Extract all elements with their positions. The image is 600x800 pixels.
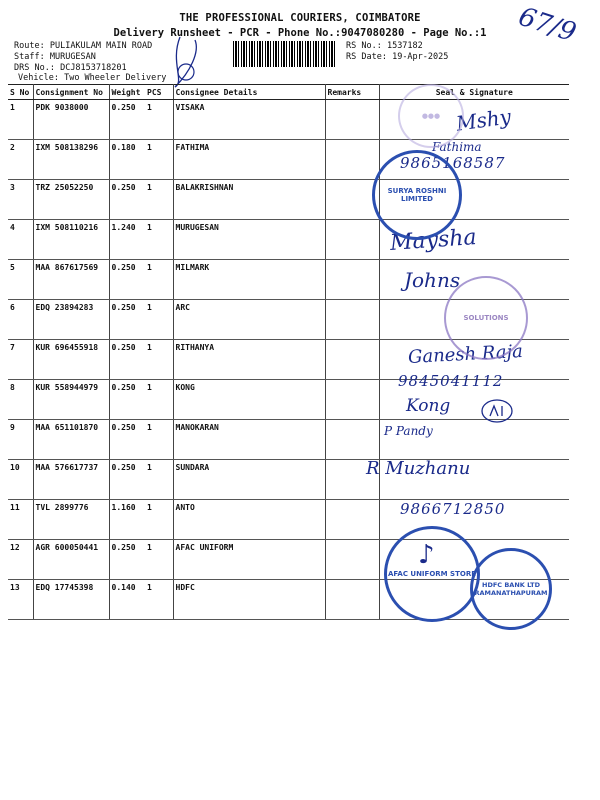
handwritten-phone-fathima: 9865168587 xyxy=(400,154,506,172)
sno-cell: 12 xyxy=(8,540,33,580)
handwritten-name-fathima: Fathima xyxy=(432,140,482,154)
sno-cell: 7 xyxy=(8,340,33,380)
consignee-cell: VISAKA xyxy=(173,100,325,140)
drs-label: DRS No.: xyxy=(14,63,55,73)
sno-cell: 9 xyxy=(8,420,33,460)
vehicle-line xyxy=(18,73,166,83)
pcs-cell: 1 xyxy=(145,420,173,460)
signature-row1: Mshy xyxy=(454,104,513,136)
consignment-cell: KUR 696455918 xyxy=(33,340,109,380)
weight-cell: 0.250 xyxy=(109,100,145,140)
sno-cell: 10 xyxy=(8,460,33,500)
pcs-cell: 1 xyxy=(145,180,173,220)
consignment-cell: AGR 600050441 xyxy=(33,540,109,580)
pcs-cell: 1 xyxy=(145,220,173,260)
consignee-cell: MILMARK xyxy=(173,260,325,300)
pcs-cell: 1 xyxy=(145,300,173,340)
solutions-stamp xyxy=(444,276,528,360)
consignee-cell: AFAC UNIFORM xyxy=(173,540,325,580)
col-header-signature: Seal & Signature xyxy=(379,85,569,100)
weight-cell: 1.240 xyxy=(109,220,145,260)
remarks-cell xyxy=(325,260,379,300)
drs-line xyxy=(14,63,127,73)
sno-cell: 8 xyxy=(8,380,33,420)
remarks-cell xyxy=(325,140,379,180)
col-header-remarks: Remarks xyxy=(325,85,379,100)
consignee-cell: KONG xyxy=(173,380,325,420)
consignment-cell: IXM 508138296 xyxy=(33,140,109,180)
remarks-cell xyxy=(325,540,379,580)
sno-cell: 6 xyxy=(8,300,33,340)
vehicle-label: Vehicle: xyxy=(18,73,59,83)
pcs-cell: 1 xyxy=(145,340,173,380)
remarks-cell xyxy=(325,340,379,380)
col-header-pcs: PCS xyxy=(145,85,173,100)
remarks-cell xyxy=(325,500,379,540)
pcs-cell: 1 xyxy=(145,100,173,140)
solutions-stamp-text: SOLUTIONS xyxy=(463,314,509,322)
consignment-cell: KUR 558944979 xyxy=(33,380,109,420)
weight-cell: 0.250 xyxy=(109,460,145,500)
sno-cell: 11 xyxy=(8,500,33,540)
faded-stamp-row1: ●●● xyxy=(398,84,464,148)
staff-line xyxy=(14,52,96,62)
pcs-cell: 1 xyxy=(145,260,173,300)
table-row xyxy=(8,180,569,220)
table-header-row xyxy=(8,85,569,100)
consignment-cell: IXM 508110216 xyxy=(33,220,109,260)
consignment-cell: EDQ 23894283 xyxy=(33,300,109,340)
pcs-cell: 1 xyxy=(145,140,173,180)
weight-cell: 0.250 xyxy=(109,300,145,340)
weight-cell: 0.250 xyxy=(109,380,145,420)
handwritten-kong: Kong xyxy=(406,396,451,416)
consignee-cell: BALAKRISHNAN xyxy=(173,180,325,220)
consignment-cell: MAA 867617569 xyxy=(33,260,109,300)
consignment-cell: TVL 2899776 xyxy=(33,500,109,540)
weight-cell: 0.250 xyxy=(109,420,145,460)
handwritten-ganesh: Ganesh Raja xyxy=(407,341,524,368)
consignment-cell: EDQ 17745398 xyxy=(33,580,109,620)
rs-no-label: RS No.: xyxy=(346,41,382,51)
consignee-cell: MANOKARAN xyxy=(173,420,325,460)
signature-row4: Maysha xyxy=(389,225,478,256)
col-header-sno: S No xyxy=(8,85,33,100)
consignee-cell: RITHANYA xyxy=(173,340,325,380)
signature-row12: ♪ xyxy=(418,540,435,570)
sno-cell: 2 xyxy=(8,140,33,180)
weight-cell: 0.250 xyxy=(109,180,145,220)
pcs-cell: 1 xyxy=(145,500,173,540)
hdfc-bank-stamp-text: HDFC BANK LTD xyxy=(482,581,540,589)
weight-cell: 0.250 xyxy=(109,540,145,580)
hdfc-bank-stamp-location: RAMANATHAPURAM xyxy=(474,589,548,597)
document-subtitle: Delivery Runsheet - PCR - Phone No.:9047080280 - Page No.:1 xyxy=(113,27,487,39)
table-row xyxy=(8,420,569,460)
weight-cell: 0.250 xyxy=(109,340,145,380)
signature-row5: Johns xyxy=(404,268,461,292)
rs-date-label: RS Date: xyxy=(346,52,387,62)
barcode xyxy=(233,41,337,67)
consignment-cell: TRZ 25052250 xyxy=(33,180,109,220)
consignee-cell: HDFC xyxy=(173,580,325,620)
surya-roshni-stamp-text: SURYA ROSHNI LIMITED xyxy=(387,187,447,203)
consignment-cell: MAA 576617737 xyxy=(33,460,109,500)
sno-cell: 3 xyxy=(8,180,33,220)
consignee-cell: MURUGESAN xyxy=(173,220,325,260)
consignment-cell: MAA 651101870 xyxy=(33,420,109,460)
sno-cell: 4 xyxy=(8,220,33,260)
remarks-cell xyxy=(325,180,379,220)
header-scribble xyxy=(160,32,230,92)
sno-cell: 5 xyxy=(8,260,33,300)
weight-cell: 0.180 xyxy=(109,140,145,180)
pcs-cell: 1 xyxy=(145,540,173,580)
consignee-cell: ARC xyxy=(173,300,325,340)
consignee-cell: ANTO xyxy=(173,500,325,540)
weight-cell: 0.140 xyxy=(109,580,145,620)
rs-no-value: 1537182 xyxy=(386,41,423,51)
pcs-cell: 1 xyxy=(145,580,173,620)
handwritten-phone-anto: 9866712850 xyxy=(400,500,506,518)
weight-cell: 0.250 xyxy=(109,260,145,300)
handwritten-manokaran: P Pandy xyxy=(384,424,433,438)
remarks-cell xyxy=(325,420,379,460)
afac-uniform-stamp-text: AFAC UNIFORM STORE xyxy=(388,570,476,578)
remarks-cell xyxy=(325,580,379,620)
route-value: PULIAKULAM MAIN ROAD xyxy=(49,41,153,51)
sno-cell: 13 xyxy=(8,580,33,620)
weight-cell: 1.160 xyxy=(109,500,145,540)
remarks-cell xyxy=(325,300,379,340)
remarks-cell xyxy=(325,380,379,420)
staff-value: MURUGESAN xyxy=(49,52,96,62)
consignee-cell: FATHIMA xyxy=(173,140,325,180)
corner-handwritten-note: 67/9 xyxy=(514,1,580,49)
route-label: Route: xyxy=(14,41,45,51)
col-header-consignee: Consignee Details xyxy=(173,85,325,100)
sno-cell: 1 xyxy=(8,100,33,140)
route-line xyxy=(14,41,152,51)
drs-value: DCJ8153718201 xyxy=(60,63,127,73)
vehicle-value: Two Wheeler Delivery xyxy=(64,73,167,83)
consignment-cell: PDK 9038000 xyxy=(33,100,109,140)
table-row xyxy=(8,460,569,500)
staff-label: Staff: xyxy=(14,52,45,62)
remarks-cell xyxy=(325,100,379,140)
handwritten-sundara: R Muzhanu xyxy=(366,458,471,479)
pcs-cell: 1 xyxy=(145,380,173,420)
table-row xyxy=(8,220,569,260)
surya-roshni-stamp xyxy=(372,150,462,240)
rs-date-line xyxy=(346,52,448,62)
document-title: THE PROFESSIONAL COURIERS, COIMBATORE xyxy=(179,12,421,24)
remarks-cell xyxy=(325,220,379,260)
col-header-consignment: Consignment No xyxy=(33,85,109,100)
handwritten-phone-ganesh: 9845041112 xyxy=(398,372,504,390)
col-header-weight: Weight xyxy=(109,85,145,100)
pcs-cell: 1 xyxy=(145,460,173,500)
rs-date-value: 19-Apr-2025 xyxy=(392,52,449,62)
hdfc-bank-stamp xyxy=(470,548,552,630)
consignee-cell: SUNDARA xyxy=(173,460,325,500)
circled-initials-row8 xyxy=(480,398,514,424)
rs-no-line xyxy=(346,41,423,51)
